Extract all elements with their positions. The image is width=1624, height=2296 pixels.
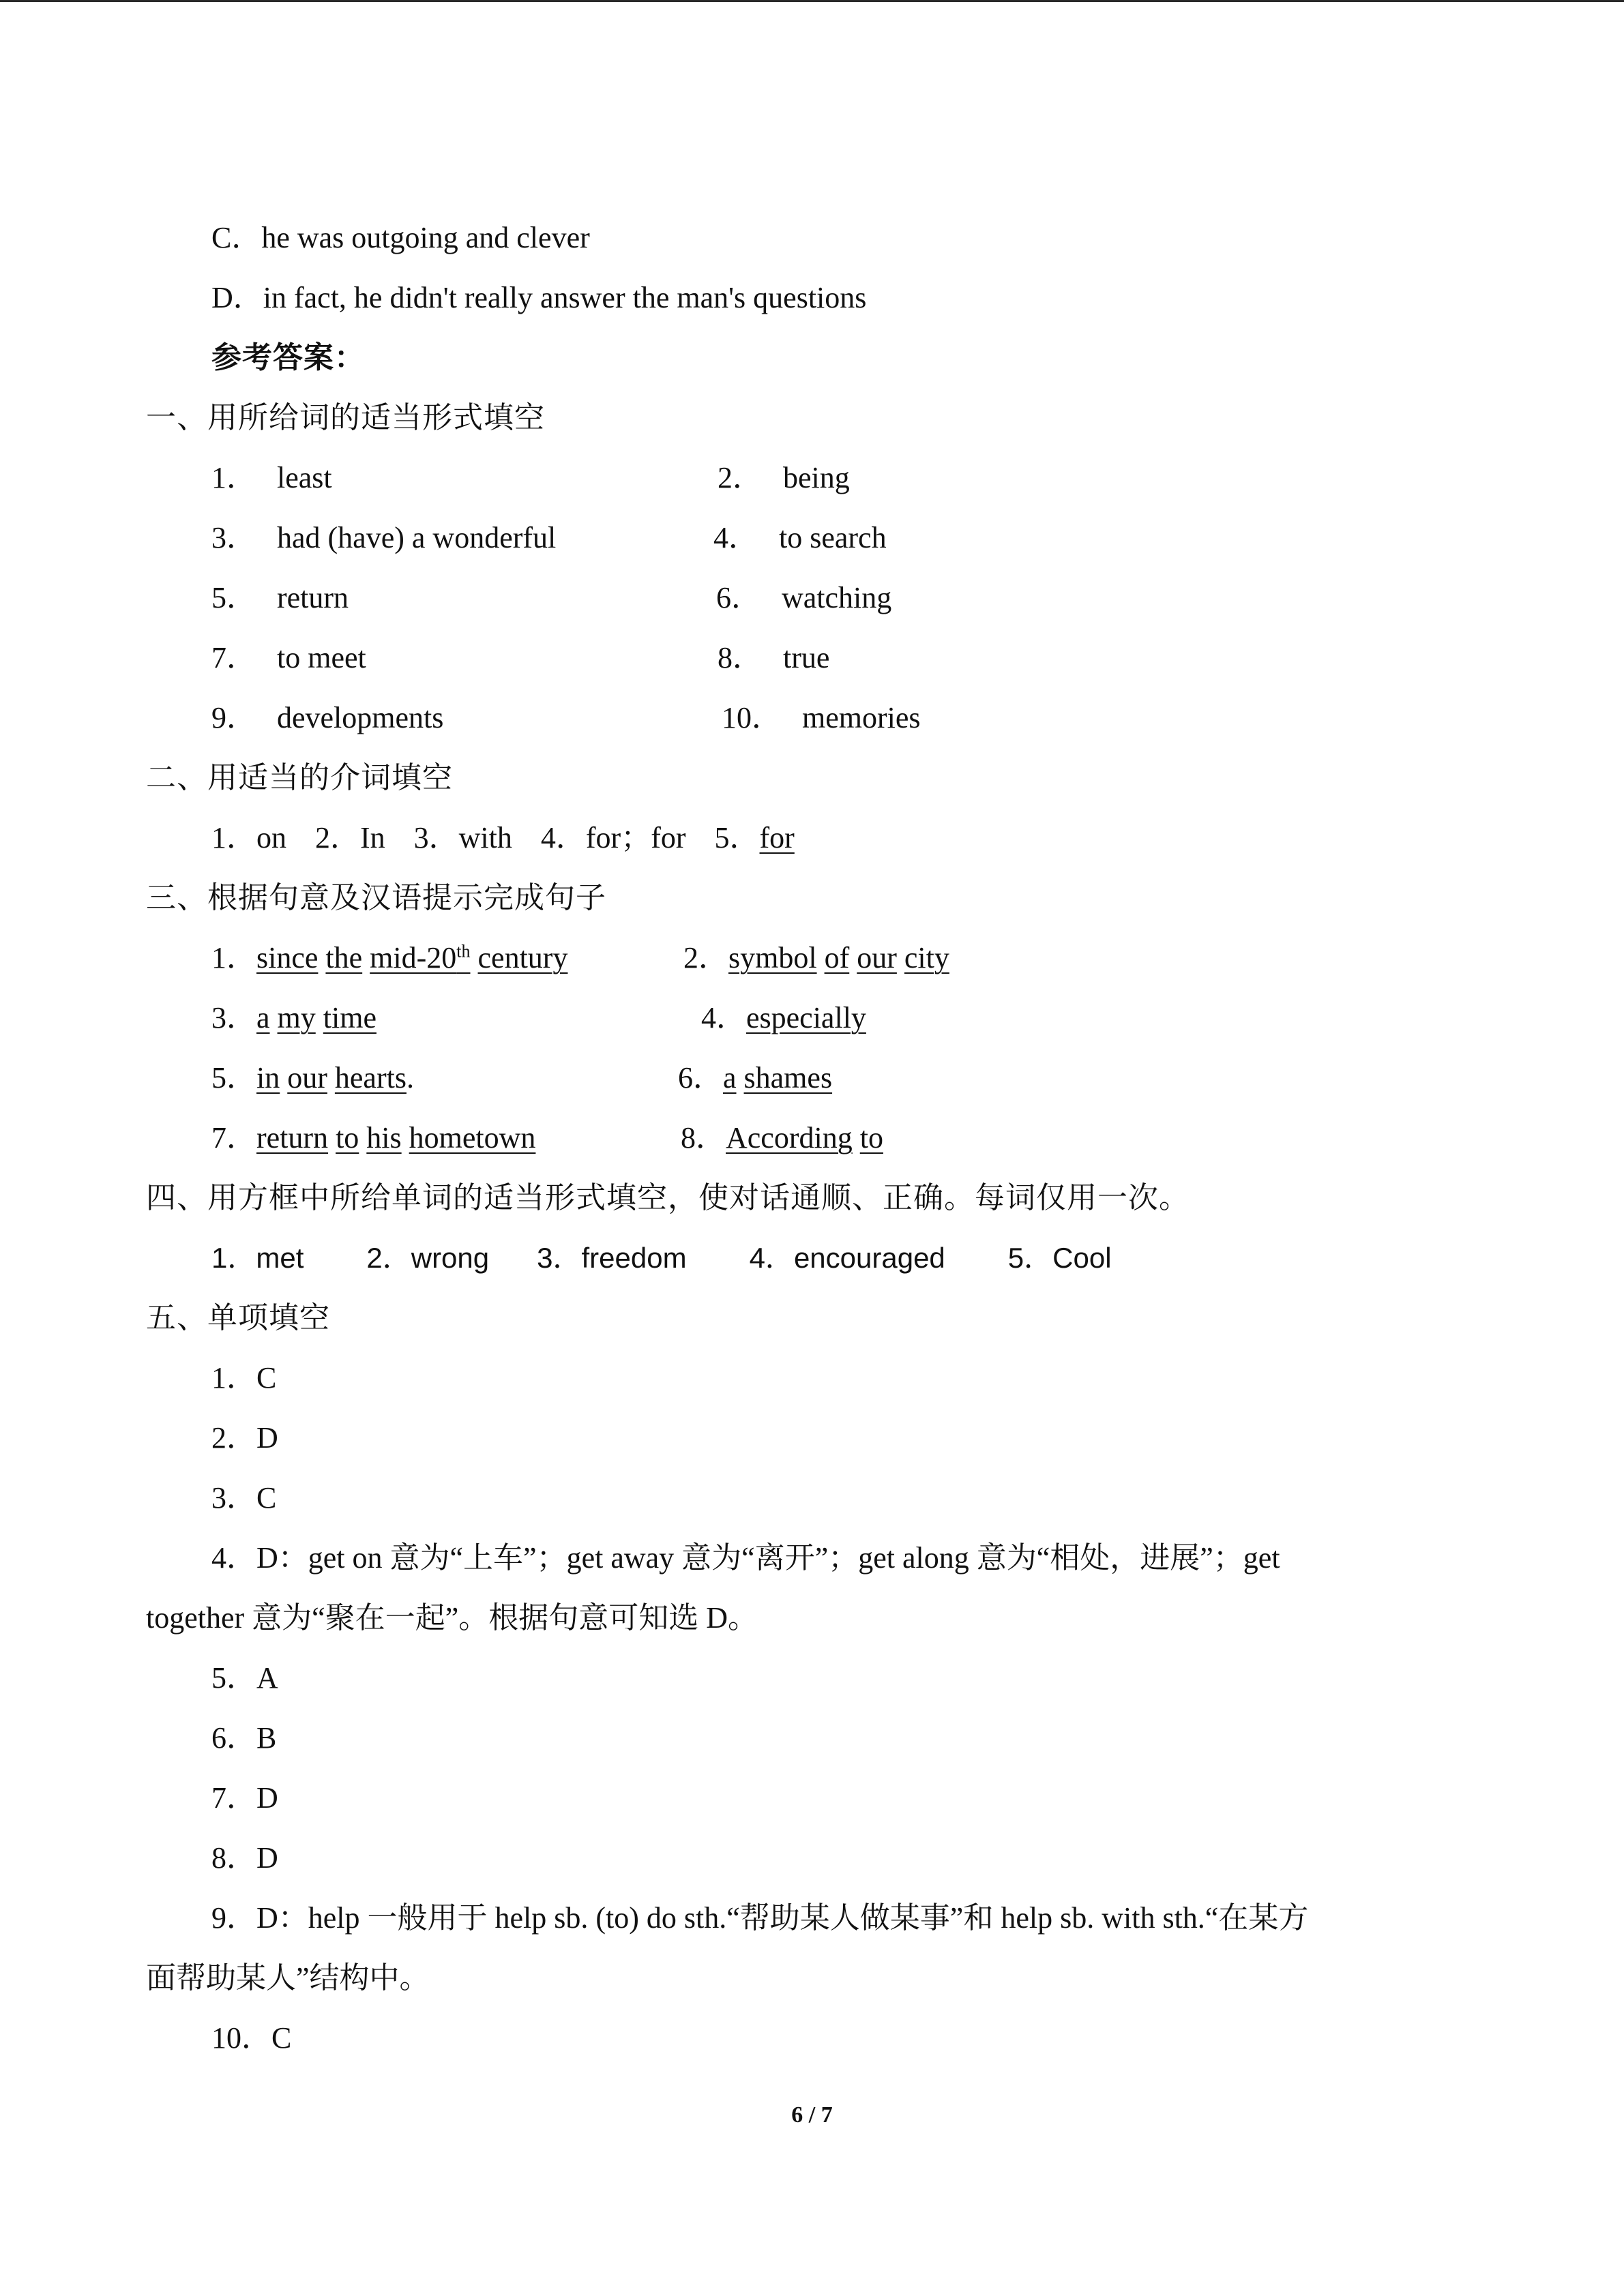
s3-answer-2 — [683, 938, 949, 979]
s2-answers — [211, 818, 795, 859]
item-text: Cool — [1052, 1242, 1112, 1274]
item-text: least — [277, 461, 332, 494]
item-text: for — [759, 821, 795, 854]
answer-word: a — [723, 1061, 737, 1094]
item-number: 1． — [211, 461, 256, 494]
item-text: with — [458, 821, 512, 854]
s5-answer-5: 5．A — [211, 1661, 278, 1695]
item-number: 5． — [211, 1061, 256, 1094]
item-number: 4． — [540, 821, 586, 854]
answer-word — [370, 941, 470, 974]
s3-answer-6 — [678, 1058, 832, 1099]
item-text: In — [360, 821, 385, 854]
item-number: 3． — [211, 521, 256, 554]
item-text: watching — [782, 581, 892, 614]
item-text: to meet — [277, 641, 366, 674]
section-5-title: 五、单项填空 — [146, 1301, 330, 1335]
option-d: D．in fact, he didn't really answer the man's questions — [211, 281, 867, 314]
s5-answer-3: 3．C — [211, 1481, 277, 1515]
answer-word: According — [726, 1121, 853, 1154]
option-c: C．he was outgoing and clever — [211, 221, 590, 254]
item-number: 6． — [678, 1061, 723, 1094]
s5-answer-8: 8．D — [211, 1841, 278, 1875]
item-number: 2． — [366, 1242, 411, 1274]
s5-answer-9-line-1: 9．D：help 一般用于 help sb. (to) do sth.“帮助某人做某事”和 help sb. with sth.“在某方 — [211, 1901, 1309, 1935]
item-number: 10． — [722, 701, 782, 734]
s3-answer-3 — [211, 998, 377, 1039]
s5-answer-4-line-2: together 意为“聚在一起”。根据句意可知选 D。 — [146, 1601, 758, 1635]
answer-word: his — [366, 1121, 402, 1154]
s5-answer-9-line-2: 面帮助某人”结构中。 — [146, 1961, 430, 1995]
item-text: wrong — [411, 1242, 490, 1274]
section-2-title: 二、用适当的介词填空 — [146, 761, 453, 794]
s4-answers — [211, 1238, 1112, 1279]
answer-word: time — [323, 1001, 377, 1034]
s1-answer-3 — [211, 518, 556, 558]
item-text: on — [256, 821, 286, 854]
s1-answer-2 — [718, 458, 850, 498]
item-text: to search — [779, 521, 887, 554]
item-number: 4． — [701, 1001, 746, 1034]
item-number: 5． — [1007, 1242, 1053, 1274]
item-number: 5． — [211, 581, 256, 614]
answer-word: symbol — [728, 941, 817, 974]
item-text: freedom — [581, 1242, 687, 1274]
item-number: 2． — [315, 821, 360, 854]
item-number: 4． — [713, 521, 758, 554]
s1-answer-5 — [211, 578, 349, 618]
item-number: 3． — [211, 1001, 256, 1034]
answer-word: our — [857, 941, 897, 974]
item-text: true — [783, 641, 830, 674]
answer-word: in — [256, 1061, 280, 1094]
s3-answer-4 — [701, 998, 866, 1039]
item-number: 9． — [211, 701, 256, 734]
item-number: 3． — [413, 821, 459, 854]
item-number: 7． — [211, 641, 256, 674]
s3-answer-8 — [681, 1118, 883, 1159]
s5-answer-2: 2．D — [211, 1421, 278, 1455]
s1-answer-6 — [716, 578, 891, 618]
s5-answer-7: 7．D — [211, 1781, 278, 1815]
s3-answer-5 — [211, 1058, 414, 1099]
answer-word: since — [256, 941, 319, 974]
item-number: 8． — [718, 641, 763, 674]
superscript: th — [456, 941, 471, 961]
s1-answer-9 — [211, 698, 443, 739]
section-4-title: 四、用方框中所给单词的适当形式填空，使对话通顺、正确。每词仅用一次。 — [146, 1181, 1190, 1214]
s5-answer-4-line-1: 4．D：get on 意为“上车”；get away 意为“离开”；get along 意为“相处，进展”；get — [211, 1541, 1280, 1575]
item-number: 7． — [211, 1121, 256, 1154]
answer-word: our — [287, 1061, 327, 1094]
section-1-title: 一、用所给词的适当形式填空 — [146, 401, 545, 434]
item-text: had (have) a wonderful — [277, 521, 557, 554]
s1-answer-7 — [211, 638, 366, 679]
item-text: for；for — [585, 821, 686, 854]
s1-answer-1 — [211, 458, 332, 498]
item-text: met — [256, 1242, 304, 1274]
answer-word: a — [256, 1001, 270, 1034]
answer-word: city — [904, 941, 949, 974]
answer-word: of — [824, 941, 850, 974]
item-number: 8． — [681, 1121, 726, 1154]
s3-answer-7 — [211, 1118, 535, 1159]
answer-word: return — [256, 1121, 329, 1154]
answer-word: to — [859, 1121, 883, 1154]
item-number: 2． — [718, 461, 763, 494]
s3-answer-1 — [211, 938, 567, 979]
answer-word: my — [277, 1001, 316, 1034]
answer-word: century — [477, 941, 568, 974]
punctuation: . — [406, 1061, 414, 1094]
item-number: 1． — [211, 1242, 256, 1274]
item-text: developments — [277, 701, 444, 734]
item-number: 6． — [716, 581, 761, 614]
item-number: 4． — [749, 1242, 794, 1274]
page-number: 6 / 7 — [791, 2102, 833, 2128]
item-number: 1． — [211, 821, 256, 854]
answer-word: shames — [743, 1061, 833, 1094]
item-number: 1． — [211, 941, 256, 974]
s5-answer-1: 1．C — [211, 1361, 277, 1395]
item-number: 3． — [537, 1242, 582, 1274]
answer-word: to — [336, 1121, 359, 1154]
item-number: 2． — [683, 941, 728, 974]
answer-word: especially — [746, 1001, 866, 1034]
s1-answer-10 — [722, 698, 921, 739]
s5-answer-6: 6．B — [211, 1721, 277, 1755]
answer-word-base: mid-20 — [370, 941, 457, 974]
s1-answer-8 — [718, 638, 829, 679]
item-text: encouraged — [793, 1242, 945, 1274]
item-number: 5． — [714, 821, 760, 854]
answer-word: the — [325, 941, 363, 974]
answer-word: hometown — [409, 1121, 536, 1154]
answers-heading: 参考答案： — [211, 341, 365, 374]
item-text: being — [783, 461, 850, 494]
section-3-title: 三、根据句意及汉语提示完成句子 — [146, 881, 606, 914]
item-text: return — [277, 581, 349, 614]
s5-answer-10: 10．C — [211, 2021, 292, 2055]
item-text: memories — [802, 701, 921, 734]
answer-word: hearts — [334, 1061, 407, 1094]
s1-answer-4 — [713, 518, 887, 558]
